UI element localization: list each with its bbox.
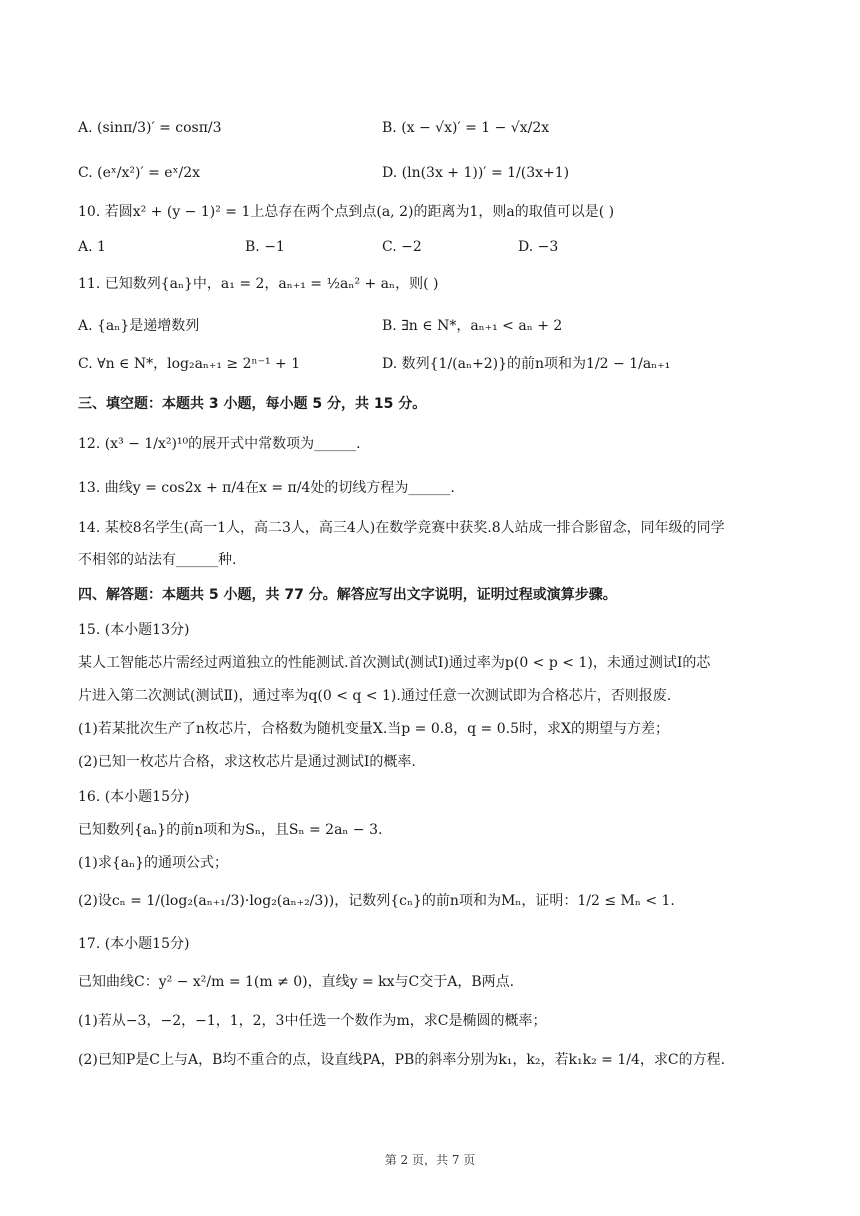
q9-option-c[interactable]: C. (eˣ/x²)′ = eˣ/2x xyxy=(78,165,201,181)
q10-option-a[interactable]: A. 1 xyxy=(78,239,106,255)
q9-option-a[interactable]: A. (sinπ/3)′ = cosπ/3 xyxy=(78,120,222,136)
q15-stem-line-2: 片进入第二次测试(测试Ⅱ)，通过率为q(0 < q < 1).通过任意一次测试即为合格芯片，否则报废. xyxy=(78,688,672,704)
q11-option-d[interactable]: D. 数列{1/(aₙ+2)}的前n项和为1/2 − 1/aₙ₊₁ xyxy=(382,356,671,372)
q14-line-1: 14. 某校8名学生(高一1人，高二3人，高三4人)在数学竞赛中获奖.8人站成一排合影留念，同年级的同学 xyxy=(78,520,725,536)
q15-header: 15. (本小题13分) xyxy=(78,622,190,638)
q10-option-b[interactable]: B. −1 xyxy=(245,239,285,255)
q15-stem-line-1: 某人工智能芯片需经过两道独立的性能测试.首次测试(测试Ⅰ)通过率为p(0 < p < 1)，未通过测试Ⅰ的芯 xyxy=(78,655,711,671)
q11-option-b[interactable]: B. ∃n ∈ N*，aₙ₊₁ < aₙ + 2 xyxy=(382,318,563,334)
q15-part-1: (1)若某批次生产了n枚芯片，合格数为随机变量X.当p = 0.8，q = 0.5时，求X的期望与方差； xyxy=(78,721,669,737)
page-footer: 第 2 页，共 7 页 xyxy=(384,1153,476,1167)
q14-line-2: 不相邻的站法有______种. xyxy=(78,552,237,568)
q11-option-c[interactable]: C. ∀n ∈ N*，log₂aₙ₊₁ ≥ 2ⁿ⁻¹ + 1 xyxy=(78,356,301,372)
q12-stem: 12. (x³ − 1/x²)¹⁰的展开式中常数项为______. xyxy=(78,436,361,452)
q10-stem: 10. 若圆x² + (y − 1)² = 1上总存在两个点到点(a, 2)的距离为1，则a的取值可以是( ) xyxy=(78,204,615,220)
q11-stem: 11. 已知数列{aₙ}中，a₁ = 2，aₙ₊₁ = ½aₙ² + aₙ，则( ) xyxy=(78,276,439,292)
q16-part-2: (2)设cₙ = 1/(log₂(aₙ₊₁/3)·log₂(aₙ₊₂/3))，记数列{cₙ}的前n项和为Mₙ，证明：1/2 ≤ Mₙ < 1. xyxy=(78,893,675,909)
section-4-heading: 四、解答题：本题共 5 小题，共 77 分。解答应写出文字说明，证明过程或演算步骤。 xyxy=(78,587,617,603)
q17-part-1: (1)若从−3，−2，−1，1，2，3中任选一个数作为m，求C是椭圆的概率； xyxy=(78,1013,547,1029)
q17-part-2: (2)已知P是C上与A，B均不重合的点，设直线PA，PB的斜率分别为k₁，k₂，若k₁k₂ = 1/4，求C的方程. xyxy=(78,1052,726,1068)
q16-stem: 已知数列{aₙ}的前n项和为Sₙ，且Sₙ = 2aₙ − 3. xyxy=(78,822,383,838)
q10-option-d[interactable]: D. −3 xyxy=(518,239,559,255)
q17-stem: 已知曲线C：y² − x²/m = 1(m ≠ 0)，直线y = kx与C交于A，B两点. xyxy=(78,974,515,990)
q16-part-1: (1)求{aₙ}的通项公式； xyxy=(78,855,229,871)
q16-header: 16. (本小题15分) xyxy=(78,789,190,805)
q10-option-c[interactable]: C. −2 xyxy=(382,239,422,255)
q15-part-2: (2)已知一枚芯片合格，求这枚芯片是通过测试Ⅰ的概率. xyxy=(78,754,416,770)
section-3-heading: 三、填空题：本题共 3 小题，每小题 5 分，共 15 分。 xyxy=(78,396,427,412)
q9-option-d[interactable]: D. (ln(3x + 1))′ = 1/(3x+1) xyxy=(382,165,570,181)
q13-stem: 13. 曲线y = cos2x + π/4在x = π/4处的切线方程为______. xyxy=(78,480,455,496)
q9-option-b[interactable]: B. (x − √x)′ = 1 − √x/2x xyxy=(382,120,550,136)
q17-header: 17. (本小题15分) xyxy=(78,936,190,952)
q11-option-a[interactable]: A. {aₙ}是递增数列 xyxy=(78,318,200,334)
